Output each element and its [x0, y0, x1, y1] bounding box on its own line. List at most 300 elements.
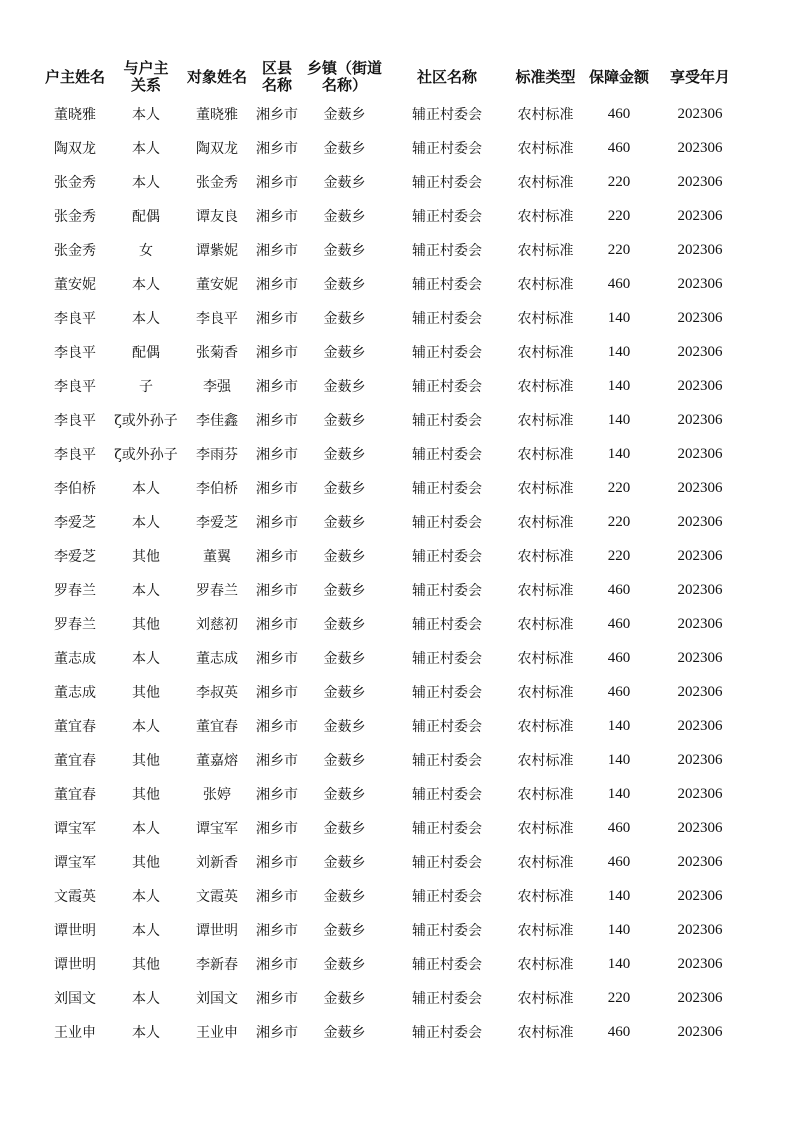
- standard-type-cell: 农村标准: [517, 889, 574, 905]
- period-cell: 202306: [677, 309, 723, 326]
- table-row: [40, 675, 746, 709]
- period-cell: 202306: [677, 989, 723, 1006]
- county-cell: 湘乡市: [256, 311, 298, 327]
- person-name-cell: 谭紫妮: [196, 243, 238, 259]
- township-cell: 金薮乡: [323, 855, 366, 871]
- community-cell: 辅正村委会: [412, 583, 482, 599]
- household-head-cell: 谭世明: [54, 957, 96, 973]
- table-row: [40, 641, 746, 675]
- county-cell: 湘乡市: [256, 243, 298, 259]
- person-name-cell: 李伯桥: [196, 481, 238, 497]
- township-cell: 金薮乡: [323, 515, 366, 531]
- standard-type-cell: 农村标准: [517, 617, 574, 633]
- county-cell: 湘乡市: [256, 719, 298, 735]
- county-cell: 湘乡市: [256, 889, 298, 905]
- relation-cell: 本人: [132, 991, 160, 1007]
- community-cell: 辅正村委会: [412, 719, 482, 735]
- header-row: [40, 57, 746, 97]
- community-cell: 辅正村委会: [412, 991, 482, 1007]
- township-cell: 金薮乡: [323, 175, 366, 191]
- standard-type-cell: 农村标准: [517, 141, 574, 157]
- table-body: [40, 97, 746, 1049]
- person-name-cell: 谭友良: [196, 209, 238, 225]
- period-cell: 202306: [677, 887, 723, 904]
- relation-cell: 本人: [132, 651, 160, 667]
- table-row: [40, 879, 746, 913]
- community-cell: 辅正村委会: [412, 209, 482, 225]
- community-cell: 辅正村委会: [412, 107, 482, 123]
- table-row: [40, 369, 746, 403]
- period-cell: 202306: [677, 445, 723, 462]
- standard-type-cell: 农村标准: [517, 549, 574, 565]
- relation-cell: 本人: [132, 481, 160, 497]
- amount-cell: 140: [607, 343, 631, 360]
- household-head-cell: 董志成: [54, 651, 96, 667]
- county-cell: 湘乡市: [256, 991, 298, 1007]
- period-cell: 202306: [677, 275, 723, 292]
- household-head-cell: 董宜春: [54, 787, 96, 803]
- header-line: 名称: [261, 76, 292, 94]
- amount-cell: 220: [607, 479, 631, 496]
- household-head-cell: 张金秀: [54, 175, 96, 191]
- community-cell: 辅正村委会: [412, 821, 482, 837]
- household-head-cell: 文霞英: [54, 889, 96, 905]
- county-cell: 湘乡市: [256, 617, 298, 633]
- person-name-cell: 李雨芬: [196, 447, 238, 463]
- standard-type-cell: 农村标准: [517, 107, 574, 123]
- table-row: [40, 981, 746, 1015]
- amount-cell: 220: [607, 173, 631, 190]
- community-cell: 辅正村委会: [412, 753, 482, 769]
- person-name-cell: 李爱芝: [196, 515, 238, 531]
- person-name-cell: 李新春: [196, 957, 238, 973]
- township-cell: 金薮乡: [323, 1025, 366, 1041]
- period-cell: 202306: [677, 479, 723, 496]
- table-row: [40, 233, 746, 267]
- county-cell: 湘乡市: [256, 141, 298, 157]
- household-head-cell: 李良平: [54, 345, 96, 361]
- community-cell: 辅正村委会: [412, 651, 482, 667]
- household-head-cell: 刘国文: [54, 991, 96, 1007]
- person-name-cell: 陶双龙: [196, 141, 238, 157]
- person-name-cell: 张婷: [203, 787, 231, 803]
- amount-cell: 140: [607, 785, 631, 802]
- relation-cell: 本人: [132, 311, 160, 327]
- period-cell: 202306: [677, 785, 723, 802]
- person-name-cell: 董安妮: [196, 277, 238, 293]
- household-head-cell: 罗春兰: [54, 617, 96, 633]
- township-cell: 金薮乡: [323, 923, 366, 939]
- amount-cell: 140: [607, 955, 631, 972]
- period-cell: 202306: [677, 921, 723, 938]
- community-cell: 辅正村委会: [412, 549, 482, 565]
- household-head-cell: 董晓雅: [54, 107, 96, 123]
- relation-cell: 其他: [132, 549, 160, 565]
- township-cell: 金薮乡: [323, 447, 366, 463]
- period-cell: 202306: [677, 139, 723, 156]
- person-name-cell: 谭世明: [196, 923, 238, 939]
- header-period: [654, 57, 746, 97]
- standard-type-cell: 农村标准: [517, 1025, 574, 1041]
- relation-cell: 本人: [132, 175, 160, 191]
- household-head-cell: 罗春兰: [54, 583, 96, 599]
- community-cell: 辅正村委会: [412, 889, 482, 905]
- township-cell: 金薮乡: [323, 277, 366, 293]
- amount-cell: 220: [607, 547, 631, 564]
- county-cell: 湘乡市: [256, 787, 298, 803]
- relation-cell: 子: [139, 379, 153, 395]
- relation-cell: 其他: [132, 753, 160, 769]
- table-row: [40, 199, 746, 233]
- amount-cell: 140: [607, 309, 631, 326]
- township-cell: 金薮乡: [323, 209, 366, 225]
- person-name-cell: 张金秀: [196, 175, 238, 191]
- standard-type-cell: 农村标准: [517, 719, 574, 735]
- county-cell: 湘乡市: [256, 345, 298, 361]
- header-amount: [584, 57, 654, 97]
- community-cell: 辅正村委会: [412, 345, 482, 361]
- header-county: [252, 57, 302, 97]
- period-cell: 202306: [677, 1023, 723, 1040]
- person-name-cell: 李良平: [196, 311, 238, 327]
- amount-cell: 140: [607, 411, 631, 428]
- household-head-cell: 李爱芝: [54, 549, 96, 565]
- household-head-cell: 董志成: [54, 685, 96, 701]
- amount-cell: 460: [607, 819, 631, 836]
- community-cell: 辅正村委会: [412, 923, 482, 939]
- table-header: [40, 57, 746, 97]
- relation-cell: 其他: [132, 855, 160, 871]
- household-head-cell: 董宜春: [54, 719, 96, 735]
- table-row: [40, 471, 746, 505]
- amount-cell: 140: [607, 887, 631, 904]
- person-name-cell: 董志成: [196, 651, 238, 667]
- standard-type-cell: 农村标准: [517, 311, 574, 327]
- standard-type-cell: 农村标准: [517, 209, 574, 225]
- table-row: [40, 97, 746, 131]
- header-line: 乡镇（街道: [306, 59, 382, 77]
- standard-type-cell: 农村标准: [517, 787, 574, 803]
- township-cell: 金薮乡: [323, 311, 366, 327]
- county-cell: 湘乡市: [256, 821, 298, 837]
- household-head-cell: 王业申: [54, 1025, 96, 1041]
- standard-type-cell: 农村标准: [517, 583, 574, 599]
- household-head-cell: 张金秀: [54, 243, 96, 259]
- amount-cell: 460: [607, 139, 631, 156]
- county-cell: 湘乡市: [256, 209, 298, 225]
- household-head-cell: 李良平: [54, 413, 96, 429]
- standard-type-cell: 农村标准: [517, 651, 574, 667]
- township-cell: 金薮乡: [323, 685, 366, 701]
- household-head-cell: 董宜春: [54, 753, 96, 769]
- township-cell: 金薮乡: [323, 617, 366, 633]
- community-cell: 辅正村委会: [412, 957, 482, 973]
- person-name-cell: 李佳鑫: [196, 413, 238, 429]
- header-line: 保障金额: [588, 67, 649, 86]
- standard-type-cell: 农村标准: [517, 685, 574, 701]
- county-cell: 湘乡市: [256, 515, 298, 531]
- relation-cell: 其他: [132, 617, 160, 633]
- relation-cell: 本人: [132, 719, 160, 735]
- township-cell: 金薮乡: [323, 651, 366, 667]
- amount-cell: 460: [607, 1023, 631, 1040]
- township-cell: 金薮乡: [323, 379, 366, 395]
- table-row: [40, 573, 746, 607]
- person-name-cell: 谭宝军: [196, 821, 238, 837]
- county-cell: 湘乡市: [256, 175, 298, 191]
- township-cell: 金薮乡: [323, 345, 366, 361]
- community-cell: 辅正村委会: [412, 447, 482, 463]
- community-cell: 辅正村委会: [412, 515, 482, 531]
- table-row: [40, 335, 746, 369]
- community-cell: 辅正村委会: [412, 277, 482, 293]
- table-row: [40, 777, 746, 811]
- header-line: 关系: [130, 76, 161, 94]
- standard-type-cell: 农村标准: [517, 413, 574, 429]
- header-line: 对象姓名: [186, 67, 247, 86]
- county-cell: 湘乡市: [256, 957, 298, 973]
- township-cell: 金薮乡: [323, 787, 366, 803]
- period-cell: 202306: [677, 649, 723, 666]
- standard-type-cell: 农村标准: [517, 855, 574, 871]
- relation-cell: 其他: [132, 685, 160, 701]
- assistance-table: [40, 57, 746, 1049]
- community-cell: 辅正村委会: [412, 1025, 482, 1041]
- county-cell: 湘乡市: [256, 413, 298, 429]
- table-row: [40, 709, 746, 743]
- person-name-cell: 刘国文: [196, 991, 238, 1007]
- relation-cell: 本人: [132, 141, 160, 157]
- header-township: [302, 57, 387, 97]
- table-row: [40, 913, 746, 947]
- township-cell: 金薮乡: [323, 413, 366, 429]
- household-head-cell: 李伯桥: [54, 481, 96, 497]
- relation-cell: 女: [139, 243, 153, 259]
- household-head-cell: 陶双龙: [54, 141, 96, 157]
- standard-type-cell: 农村标准: [517, 345, 574, 361]
- amount-cell: 460: [607, 105, 631, 122]
- table-row: [40, 1015, 746, 1049]
- standard-type-cell: 农村标准: [517, 991, 574, 1007]
- period-cell: 202306: [677, 547, 723, 564]
- relation-cell: 本人: [132, 821, 160, 837]
- amount-cell: 220: [607, 207, 631, 224]
- county-cell: 湘乡市: [256, 1025, 298, 1041]
- community-cell: 辅正村委会: [412, 855, 482, 871]
- amount-cell: 460: [607, 275, 631, 292]
- header-line: 标准类型: [515, 67, 576, 86]
- header-line: 享受年月: [669, 67, 730, 86]
- period-cell: 202306: [677, 615, 723, 632]
- person-name-cell: 董嘉熔: [196, 753, 238, 769]
- township-cell: 金薮乡: [323, 719, 366, 735]
- person-name-cell: 董晓雅: [196, 107, 238, 123]
- relation-cell: ζ或外孙子: [114, 447, 178, 463]
- community-cell: 辅正村委会: [412, 141, 482, 157]
- header-line: 与户主: [123, 59, 169, 77]
- relation-cell: 本人: [132, 277, 160, 293]
- amount-cell: 220: [607, 241, 631, 258]
- township-cell: 金薮乡: [323, 107, 366, 123]
- table-row: [40, 267, 746, 301]
- period-cell: 202306: [677, 105, 723, 122]
- county-cell: 湘乡市: [256, 753, 298, 769]
- period-cell: 202306: [677, 173, 723, 190]
- relation-cell: 本人: [132, 515, 160, 531]
- period-cell: 202306: [677, 717, 723, 734]
- table-row: [40, 607, 746, 641]
- amount-cell: 140: [607, 445, 631, 462]
- header-community: [387, 57, 507, 97]
- standard-type-cell: 农村标准: [517, 753, 574, 769]
- relation-cell: 本人: [132, 889, 160, 905]
- county-cell: 湘乡市: [256, 481, 298, 497]
- header-household-head: [40, 57, 110, 97]
- county-cell: 湘乡市: [256, 651, 298, 667]
- county-cell: 湘乡市: [256, 855, 298, 871]
- table-row: [40, 403, 746, 437]
- township-cell: 金薮乡: [323, 753, 366, 769]
- household-head-cell: 董安妮: [54, 277, 96, 293]
- standard-type-cell: 农村标准: [517, 957, 574, 973]
- amount-cell: 460: [607, 649, 631, 666]
- township-cell: 金薮乡: [323, 141, 366, 157]
- person-name-cell: 文霞英: [196, 889, 238, 905]
- period-cell: 202306: [677, 343, 723, 360]
- community-cell: 辅正村委会: [412, 175, 482, 191]
- amount-cell: 220: [607, 989, 631, 1006]
- period-cell: 202306: [677, 853, 723, 870]
- community-cell: 辅正村委会: [412, 379, 482, 395]
- standard-type-cell: 农村标准: [517, 821, 574, 837]
- standard-type-cell: 农村标准: [517, 447, 574, 463]
- household-head-cell: 谭宝军: [54, 821, 96, 837]
- standard-type-cell: 农村标准: [517, 481, 574, 497]
- relation-cell: 配偶: [132, 345, 160, 361]
- table-row: [40, 165, 746, 199]
- header-line: 社区名称: [416, 67, 477, 86]
- amount-cell: 460: [607, 853, 631, 870]
- header-line: 户主姓名: [44, 67, 105, 86]
- county-cell: 湘乡市: [256, 107, 298, 123]
- table-row: [40, 743, 746, 777]
- table-row: [40, 947, 746, 981]
- relation-cell: 本人: [132, 923, 160, 939]
- amount-cell: 460: [607, 581, 631, 598]
- standard-type-cell: 农村标准: [517, 277, 574, 293]
- header-relation: [110, 57, 182, 97]
- township-cell: 金薮乡: [323, 889, 366, 905]
- table-row: [40, 437, 746, 471]
- period-cell: 202306: [677, 377, 723, 394]
- header-person-name: [182, 57, 252, 97]
- township-cell: 金薮乡: [323, 481, 366, 497]
- standard-type-cell: 农村标准: [517, 243, 574, 259]
- community-cell: 辅正村委会: [412, 311, 482, 327]
- header-line: 区县: [261, 59, 292, 77]
- person-name-cell: 罗春兰: [196, 583, 238, 599]
- household-head-cell: 谭世明: [54, 923, 96, 939]
- community-cell: 辅正村委会: [412, 787, 482, 803]
- table-row: [40, 301, 746, 335]
- period-cell: 202306: [677, 751, 723, 768]
- amount-cell: 140: [607, 377, 631, 394]
- township-cell: 金薮乡: [323, 583, 366, 599]
- household-head-cell: 张金秀: [54, 209, 96, 225]
- standard-type-cell: 农村标准: [517, 379, 574, 395]
- table-row: [40, 811, 746, 845]
- relation-cell: 本人: [132, 1025, 160, 1041]
- household-head-cell: 谭宝军: [54, 855, 96, 871]
- relation-cell: 配偶: [132, 209, 160, 225]
- county-cell: 湘乡市: [256, 447, 298, 463]
- community-cell: 辅正村委会: [412, 243, 482, 259]
- community-cell: 辅正村委会: [412, 685, 482, 701]
- township-cell: 金薮乡: [323, 821, 366, 837]
- county-cell: 湘乡市: [256, 549, 298, 565]
- standard-type-cell: 农村标准: [517, 175, 574, 191]
- household-head-cell: 李良平: [54, 447, 96, 463]
- person-name-cell: 张菊香: [196, 345, 238, 361]
- relation-cell: ζ或外孙子: [114, 413, 178, 429]
- amount-cell: 220: [607, 513, 631, 530]
- township-cell: 金薮乡: [323, 549, 366, 565]
- period-cell: 202306: [677, 955, 723, 972]
- period-cell: 202306: [677, 411, 723, 428]
- person-name-cell: 李叔英: [196, 685, 238, 701]
- community-cell: 辅正村委会: [412, 481, 482, 497]
- county-cell: 湘乡市: [256, 379, 298, 395]
- person-name-cell: 刘新香: [196, 855, 238, 871]
- county-cell: 湘乡市: [256, 923, 298, 939]
- period-cell: 202306: [677, 513, 723, 530]
- person-name-cell: 董宜春: [196, 719, 238, 735]
- county-cell: 湘乡市: [256, 277, 298, 293]
- period-cell: 202306: [677, 207, 723, 224]
- period-cell: 202306: [677, 819, 723, 836]
- relation-cell: 其他: [132, 787, 160, 803]
- person-name-cell: 董翼: [203, 549, 231, 565]
- table-row: [40, 505, 746, 539]
- county-cell: 湘乡市: [256, 685, 298, 701]
- amount-cell: 460: [607, 683, 631, 700]
- header-standard-type: [507, 57, 584, 97]
- relation-cell: 本人: [132, 107, 160, 123]
- table-row: [40, 845, 746, 879]
- community-cell: 辅正村委会: [412, 617, 482, 633]
- person-name-cell: 李强: [203, 379, 231, 395]
- amount-cell: 140: [607, 717, 631, 734]
- standard-type-cell: 农村标准: [517, 923, 574, 939]
- table-row: [40, 539, 746, 573]
- amount-cell: 140: [607, 751, 631, 768]
- amount-cell: 460: [607, 615, 631, 632]
- person-name-cell: 刘慈初: [196, 617, 238, 633]
- relation-cell: 本人: [132, 583, 160, 599]
- period-cell: 202306: [677, 683, 723, 700]
- amount-cell: 140: [607, 921, 631, 938]
- person-name-cell: 王业申: [196, 1025, 238, 1041]
- relation-cell: 其他: [132, 957, 160, 973]
- household-head-cell: 李良平: [54, 379, 96, 395]
- header-line: 名称）: [321, 76, 367, 94]
- household-head-cell: 李良平: [54, 311, 96, 327]
- household-head-cell: 李爱芝: [54, 515, 96, 531]
- community-cell: 辅正村委会: [412, 413, 482, 429]
- period-cell: 202306: [677, 581, 723, 598]
- standard-type-cell: 农村标准: [517, 515, 574, 531]
- county-cell: 湘乡市: [256, 583, 298, 599]
